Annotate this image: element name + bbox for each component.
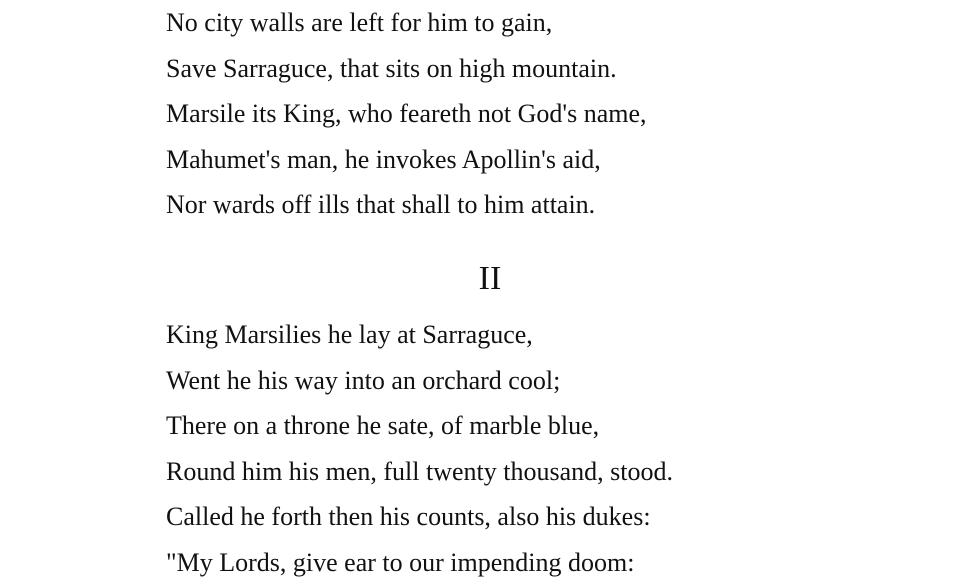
verse-line: Save Sarraguce, that sits on high mountain. bbox=[166, 46, 980, 92]
verse-line: Marsile its King, who feareth not God's name, bbox=[166, 91, 980, 137]
verse-line: Went he his way into an orchard cool; bbox=[166, 358, 980, 404]
stanza-one bbox=[166, 0, 980, 228]
verse-line: Called he forth then his counts, also his dukes: bbox=[166, 494, 980, 540]
verse-line: Mahumet's man, he invokes Apollin's aid, bbox=[166, 137, 980, 183]
verse-line: Nor wards off ills that shall to him attain. bbox=[166, 182, 980, 228]
verse-line: Round him his men, full twenty thousand, stood. bbox=[166, 449, 980, 495]
verse-line: King Marsilies he lay at Sarraguce, bbox=[166, 312, 980, 358]
verse-line: "My Lords, give ear to our impending doom: bbox=[166, 540, 980, 585]
verse-line: No city walls are left for him to gain, bbox=[166, 0, 980, 46]
stanza-two bbox=[166, 312, 980, 585]
section-heading: II bbox=[0, 258, 980, 300]
verse-line: There on a throne he sate, of marble blue, bbox=[166, 403, 980, 449]
